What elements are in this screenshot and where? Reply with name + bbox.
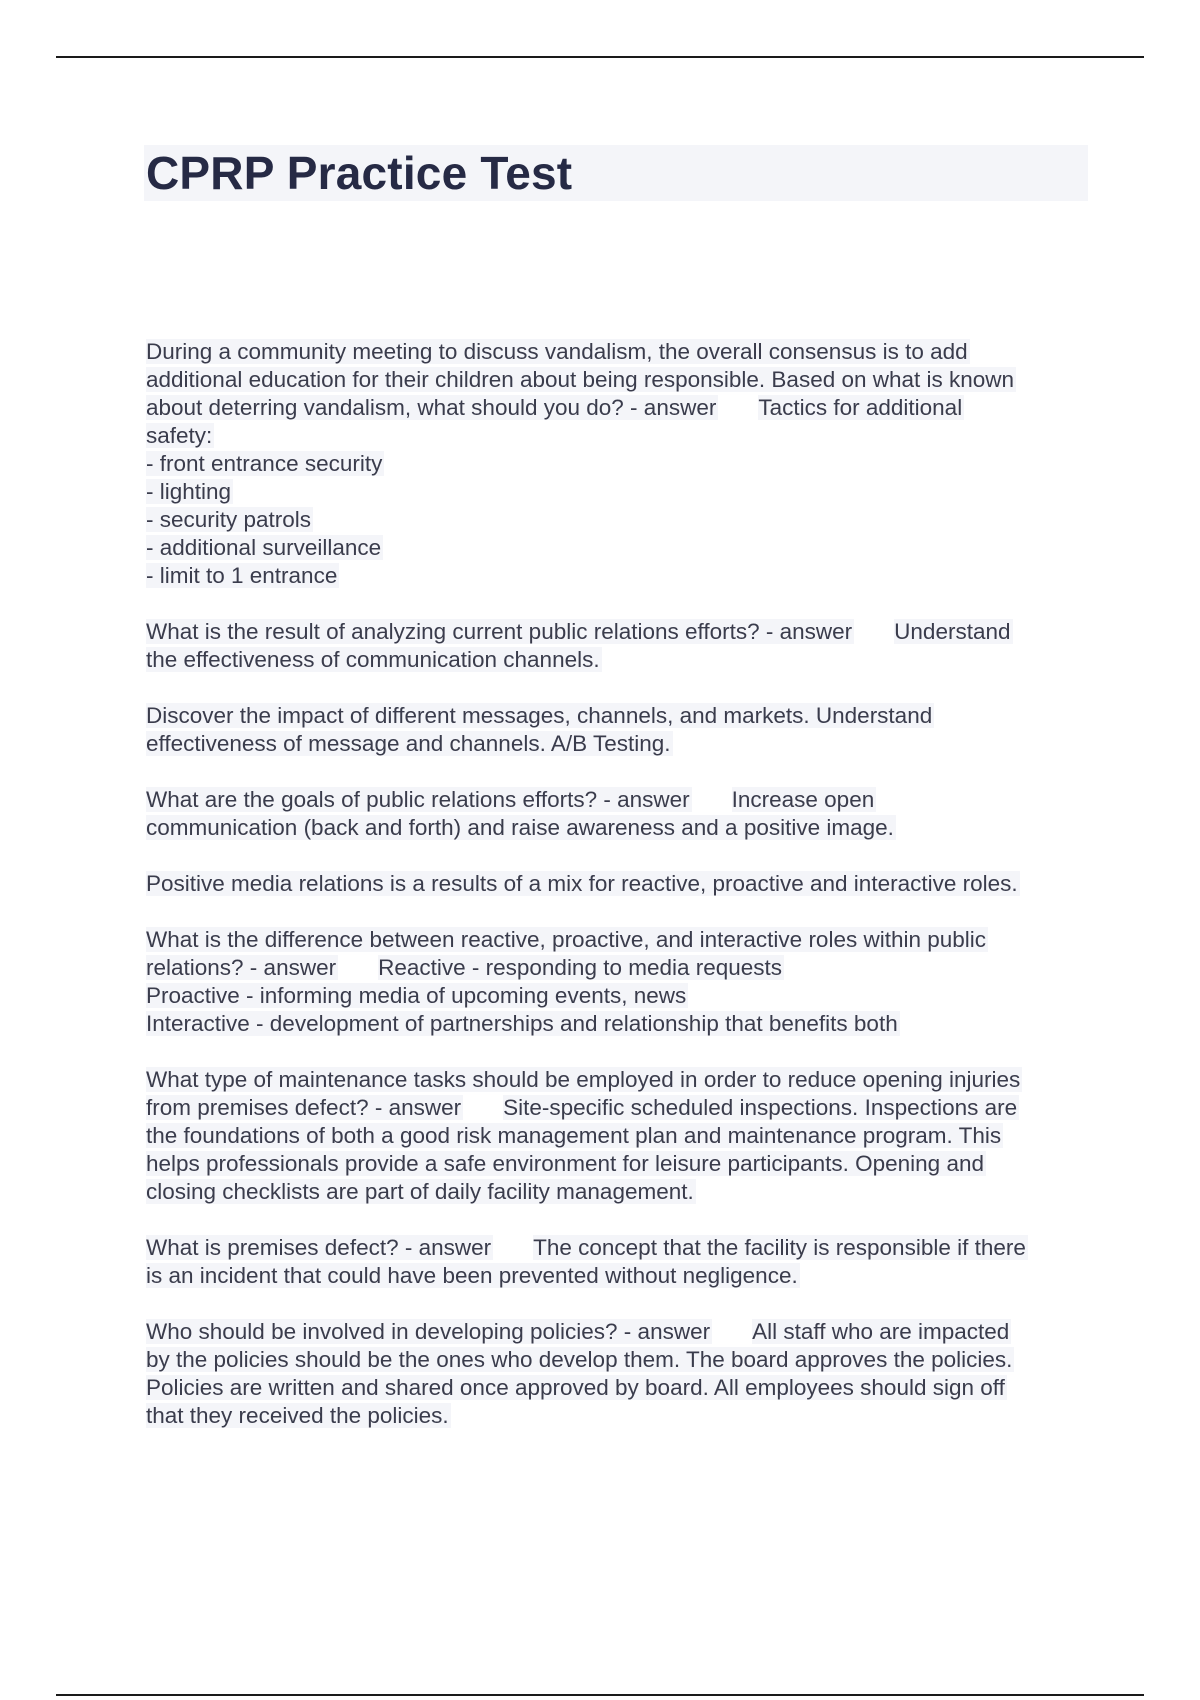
question-text: from premises defect? - answer — [146, 1095, 462, 1120]
qa-item-pr-roles — [146, 926, 1106, 1038]
list-item: - limit to 1 entrance — [146, 563, 338, 588]
question-text: Who should be involved in developing policies? - answer — [146, 1319, 711, 1344]
list-item: - front entrance security — [146, 451, 383, 476]
qa-item-premises-defect — [146, 1234, 1106, 1290]
answer-text: Tactics for additional — [758, 395, 963, 420]
text-line: that they received the policies. — [146, 1403, 449, 1428]
text-line: is an incident that could have been prevented without negligence. — [146, 1263, 798, 1288]
text-line: communication (back and forth) and raise awareness and a positive image. — [146, 815, 894, 840]
qa-item-media-relations — [146, 870, 1106, 898]
text-line: Positive media relations is a results of a mix for reactive, proactive and interactive roles. — [146, 871, 1018, 896]
document-body — [146, 338, 1106, 1458]
top-divider — [56, 56, 1144, 58]
text-line: What is the difference between reactive, proactive, and interactive roles within public — [146, 927, 987, 952]
list-item: - additional surveillance — [146, 535, 382, 560]
text-line: Interactive - development of partnerships and relationship that benefits both — [146, 1011, 898, 1036]
text-line: effectiveness of message and channels. A/B Testing. — [146, 731, 671, 756]
text-line: During a community meeting to discuss vandalism, the overall consensus is to add — [146, 339, 968, 364]
answer-text: All staff who are impacted — [752, 1319, 1010, 1344]
text-line: Proactive - informing media of upcoming events, news — [146, 983, 687, 1008]
answer-text: Understand — [894, 619, 1011, 644]
text-line: closing checklists are part of daily facility management. — [146, 1179, 694, 1204]
question-text: about deterring vandalism, what should you do? - answer — [146, 395, 717, 420]
text-line: by the policies should be the ones who develop them. The board approves the policies. — [146, 1347, 1013, 1372]
question-text: What are the goals of public relations efforts? - answer — [146, 787, 690, 812]
text-line: Discover the impact of different messages, channels, and markets. Understand — [146, 703, 933, 728]
list-item: - security patrols — [146, 507, 312, 532]
qa-item-pr-goals — [146, 786, 1106, 842]
text-line: the effectiveness of communication channels. — [146, 647, 600, 672]
bottom-divider — [56, 1694, 1144, 1696]
text-line: additional education for their children about being responsible. Based on what is known — [146, 367, 1015, 392]
question-text: What is the result of analyzing current public relations efforts? - answer — [146, 619, 853, 644]
answer-text: Reactive - responding to media requests — [378, 955, 783, 980]
question-text: What is premises defect? - answer — [146, 1235, 492, 1260]
text-line: helps professionals provide a safe environment for leisure participants. Opening and — [146, 1151, 984, 1176]
qa-item-vandalism — [146, 338, 1106, 590]
qa-item-policies — [146, 1318, 1106, 1430]
answer-text: Increase open — [731, 787, 875, 812]
text-line: What type of maintenance tasks should be employed in order to reduce opening injuries — [146, 1067, 1021, 1092]
answer-text: The concept that the facility is responsible if there — [533, 1235, 1026, 1260]
text-line: Policies are written and shared once approved by board. All employees should sign off — [146, 1375, 1005, 1400]
question-text: relations? - answer — [146, 955, 337, 980]
list-item: - lighting — [146, 479, 232, 504]
qa-item-pr-analysis — [146, 618, 1106, 674]
page-title: CPRP Practice Test — [146, 147, 573, 199]
qa-item-maintenance — [146, 1066, 1106, 1206]
text-line: the foundations of both a good risk management plan and maintenance program. This — [146, 1123, 1002, 1148]
text-line: safety: — [146, 423, 213, 448]
qa-item-discover-impact — [146, 702, 1106, 758]
answer-text: Site-specific scheduled inspections. Inspections are — [503, 1095, 1018, 1120]
